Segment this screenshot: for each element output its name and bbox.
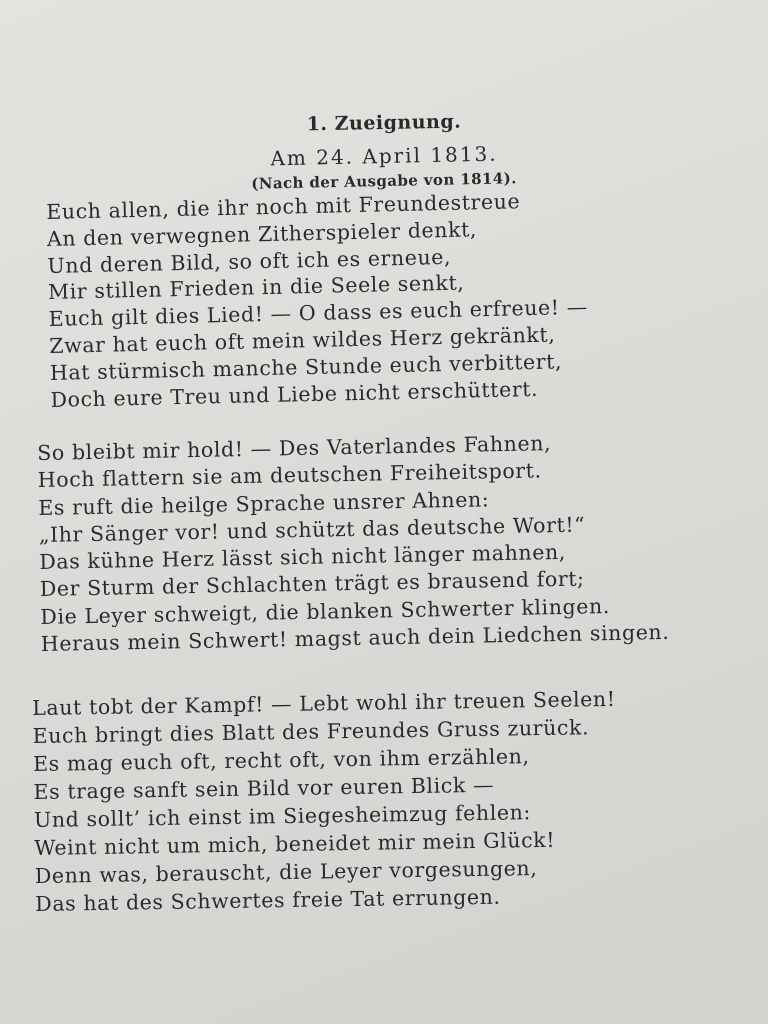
verse-line: Es trage sanft sein Bild vor euren Blick —	[33, 772, 495, 804]
verse-line: „Ihr Sänger vor! und schützt das deutsche Wort!“	[38, 512, 586, 547]
poem-title: 1. Zueignung.	[306, 110, 462, 136]
verse-line: Denn was, berauscht, die Leyer vorgesungen,	[34, 856, 538, 888]
verse-line: Das hat des Schwertes freie Tat errungen.	[35, 884, 501, 916]
verse-line: Hoch flattern sie am deutschen Freiheitsport.	[37, 458, 542, 493]
poem-source-note: (Nach der Ausgabe von 1814).	[251, 169, 517, 193]
stanza-3	[32, 683, 735, 918]
verse-line: Doch eure Treu und Liebe nicht erschüttert.	[50, 376, 539, 412]
verse-line: Es ruft die heilge Sprache unsrer Ahnen:	[38, 486, 490, 520]
verse-line: Hat stürmisch manche Stunde euch verbittert,	[49, 349, 563, 385]
verse-line: Weint nicht um mich, beneidet mir mein Glück!	[34, 827, 556, 860]
stanza-1	[46, 183, 751, 413]
verse-line: An den verwegnen Zitherspieler denkt,	[46, 217, 478, 251]
verse-line: Das kühne Herz lässt sich nicht länger mahnen,	[39, 540, 567, 575]
verse-line: Laut tobt der Kampf! — Lebt wohl ihr treuen Seelen!	[32, 686, 616, 720]
verse-line: Euch bringt dies Blatt des Freundes Gruss zurück.	[32, 715, 590, 748]
verse-line: Zwar hat euch oft mein wildes Herz gekränkt,	[49, 322, 556, 358]
verse-line: Euch allen, die ihr noch mit Freundestreue	[46, 189, 521, 224]
poem-date: Am 24. April 1813.	[270, 141, 498, 171]
verse-line: Und sollt’ ich einst im Siegesheimzug fehlen:	[33, 800, 532, 832]
verse-line: Mir stillen Frieden in die Seele senkt,	[47, 270, 465, 305]
verse-line: Es mag euch oft, recht oft, von ihm erzählen,	[32, 744, 530, 776]
stanza-2	[37, 427, 741, 659]
verse-line: Heraus mein Schwert! magst auch dein Liedchen singen.	[40, 619, 670, 657]
verse-line: Und deren Bild, so oft ich es erneue,	[47, 244, 452, 278]
verse-line: So bleibt mir hold! — Des Vaterlandes Fahnen,	[37, 431, 552, 465]
verse-line: Euch gilt dies Lied! — O dass es euch erfreue! —	[48, 294, 589, 332]
verse-line: Der Sturm der Schlachten trägt es brausend fort;	[39, 567, 585, 602]
verse-line: Die Leyer schweigt, die blanken Schwerter klingen.	[40, 593, 611, 629]
